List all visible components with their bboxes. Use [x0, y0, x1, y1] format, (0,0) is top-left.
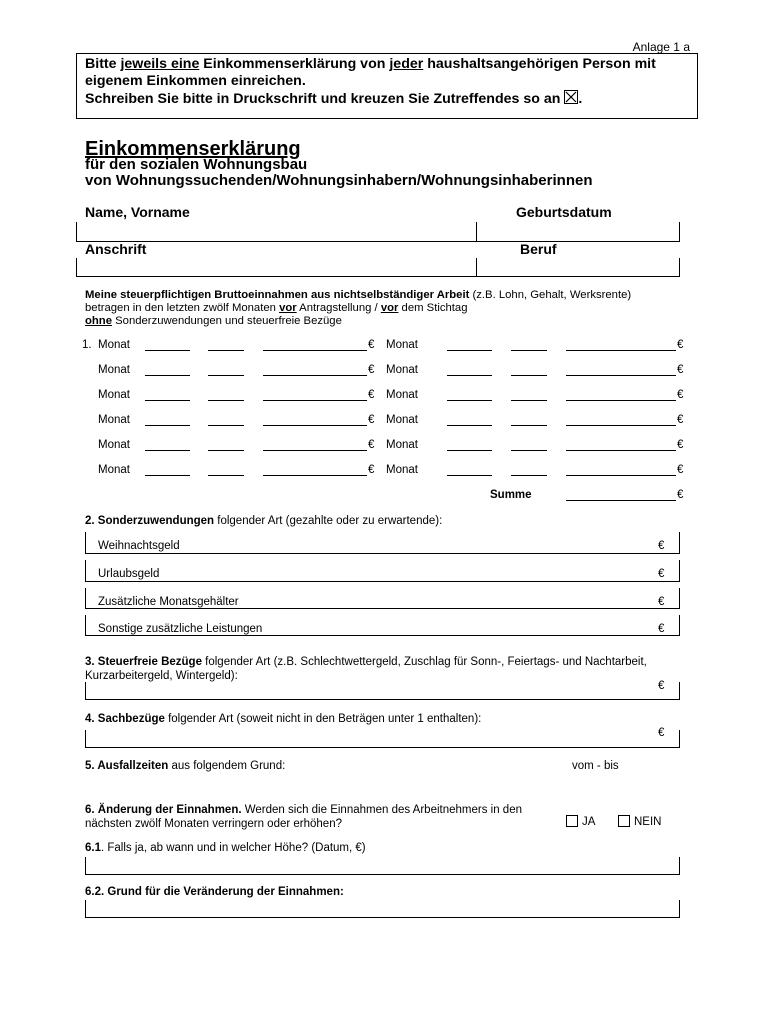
amount-field[interactable] — [263, 375, 367, 376]
month-label: Monat — [98, 389, 130, 401]
month-label: Monat — [98, 339, 130, 351]
sum-label: Summe — [490, 489, 532, 501]
special-payment-label: Urlaubsgeld — [98, 568, 160, 580]
month-field[interactable] — [145, 425, 190, 426]
special-payment-label: Weihnachtsgeld — [98, 540, 180, 552]
year-field[interactable] — [511, 475, 547, 476]
month-label: Monat — [386, 464, 418, 476]
birth-label: Geburtsdatum — [516, 204, 612, 220]
month-field[interactable] — [447, 375, 492, 376]
year-field[interactable] — [208, 350, 244, 351]
euro-sign: € — [658, 623, 665, 635]
form-subtitle-2: von Wohnungssuchenden/Wohnungsinhabern/Wohnungsinhaberinnen — [85, 172, 593, 189]
section-6-2-heading: 6.2. Grund für die Veränderung der Einnahmen: — [85, 886, 344, 898]
month-field[interactable] — [145, 400, 190, 401]
income-description: Meine steuerpflichtigen Bruttoeinnahmen aus nichtselbständiger Arbeit (z.B. Lohn, Gehalt, Werksrente) betragen in den letzten zwölf Monaten vor Antragstellung / vor dem Stichtag ohne Sonderzuwendungen und steuerfreie Bezüge — [85, 289, 632, 327]
euro-sign: € — [677, 414, 684, 426]
amount-field[interactable] — [566, 425, 676, 426]
no-label: NEIN — [634, 816, 662, 828]
euro-sign: € — [658, 680, 665, 692]
amount-field[interactable] — [263, 350, 367, 351]
euro-sign: € — [677, 439, 684, 451]
euro-sign: € — [368, 439, 375, 451]
euro-sign: € — [368, 339, 375, 351]
section-6-heading: 6. Änderung der Einnahmen. Werden sich die Einnahmen des Arbeitnehmers in den nächsten zwölf Monaten verringern oder erhöhen? — [85, 804, 522, 830]
month-field[interactable] — [447, 350, 492, 351]
year-field[interactable] — [511, 350, 547, 351]
year-field[interactable] — [208, 375, 244, 376]
name-label: Name, Vorname — [85, 204, 190, 220]
amount-field[interactable] — [566, 450, 676, 451]
amount-field[interactable] — [263, 450, 367, 451]
yes-checkbox[interactable] — [566, 815, 578, 827]
year-field[interactable] — [208, 400, 244, 401]
month-field[interactable] — [447, 400, 492, 401]
amount-field[interactable] — [263, 425, 367, 426]
form-subtitle: für den sozialen Wohnungsbau — [85, 156, 308, 173]
year-field[interactable] — [511, 425, 547, 426]
job-label: Beruf — [520, 241, 557, 257]
special-payment-label: Zusätzliche Monatsgehälter — [98, 596, 239, 608]
euro-sign: € — [677, 489, 684, 501]
amount-field[interactable] — [566, 475, 676, 476]
amount-field[interactable] — [566, 350, 676, 351]
special-payment-label: Sonstige zusätzliche Leistungen — [98, 623, 263, 635]
euro-sign: € — [677, 364, 684, 376]
year-field[interactable] — [208, 450, 244, 451]
month-label: Monat — [386, 339, 418, 351]
instruction-box: Bitte jeweils eine Einkommenserklärung von jeder haushaltsangehörigen Person mit eigenem Einkommen einreichen. Schreiben Sie bitte in Druckschrift und kreuzen Sie Zutreffendes so an . — [76, 53, 698, 119]
amount-field[interactable] — [566, 400, 676, 401]
month-label: Monat — [98, 364, 130, 376]
year-field[interactable] — [208, 425, 244, 426]
euro-sign: € — [368, 414, 375, 426]
month-field[interactable] — [447, 450, 492, 451]
section-1-number: 1. — [82, 339, 92, 351]
year-field[interactable] — [511, 375, 547, 376]
address-label: Anschrift — [85, 241, 147, 257]
month-label: Monat — [98, 439, 130, 451]
month-label: Monat — [98, 464, 130, 476]
section-2-heading: 2. Sonderzuwendungen folgender Art (gezahlte oder zu erwartende): — [85, 515, 443, 527]
euro-sign: € — [677, 339, 684, 351]
year-field[interactable] — [511, 450, 547, 451]
amount-field[interactable] — [263, 400, 367, 401]
crossed-checkbox-icon — [564, 90, 578, 104]
form-title: Einkommenserklärung — [85, 138, 301, 160]
amount-field[interactable] — [263, 475, 367, 476]
date-range-label: vom - bis — [572, 760, 619, 772]
sum-field[interactable] — [566, 500, 676, 501]
euro-sign: € — [658, 727, 665, 739]
euro-sign: € — [677, 464, 684, 476]
euro-sign: € — [658, 540, 665, 552]
month-field[interactable] — [145, 350, 190, 351]
no-checkbox[interactable] — [618, 815, 630, 827]
section-3-heading: 3. Steuerfreie Bezüge folgender Art (z.B. Schlechtwettergeld, Zuschlag für Sonn-, Feiertags- und Nachtarbeit, Kurzarbeitergeld, Wintergeld): — [85, 656, 647, 682]
month-label: Monat — [386, 439, 418, 451]
month-field[interactable] — [145, 450, 190, 451]
month-field[interactable] — [447, 475, 492, 476]
annex-label: Anlage 1 a — [632, 40, 690, 54]
year-field[interactable] — [208, 475, 244, 476]
month-label: Monat — [98, 414, 130, 426]
section-4-heading: 4. Sachbezüge folgender Art (soweit nicht in den Beträgen unter 1 enthalten): — [85, 713, 482, 725]
month-label: Monat — [386, 414, 418, 426]
year-field[interactable] — [511, 400, 547, 401]
euro-sign: € — [677, 389, 684, 401]
euro-sign: € — [368, 389, 375, 401]
section-5-heading: 5. Ausfallzeiten aus folgendem Grund: — [85, 760, 286, 772]
euro-sign: € — [658, 596, 665, 608]
month-field[interactable] — [145, 475, 190, 476]
yes-label: JA — [582, 816, 596, 828]
euro-sign: € — [658, 568, 665, 580]
month-label: Monat — [386, 389, 418, 401]
month-field[interactable] — [447, 425, 492, 426]
euro-sign: € — [368, 464, 375, 476]
amount-field[interactable] — [566, 375, 676, 376]
month-label: Monat — [386, 364, 418, 376]
euro-sign: € — [368, 364, 375, 376]
section-6-1-heading: 6.1. Falls ja, ab wann und in welcher Höhe? (Datum, €) — [85, 842, 366, 854]
month-field[interactable] — [145, 375, 190, 376]
